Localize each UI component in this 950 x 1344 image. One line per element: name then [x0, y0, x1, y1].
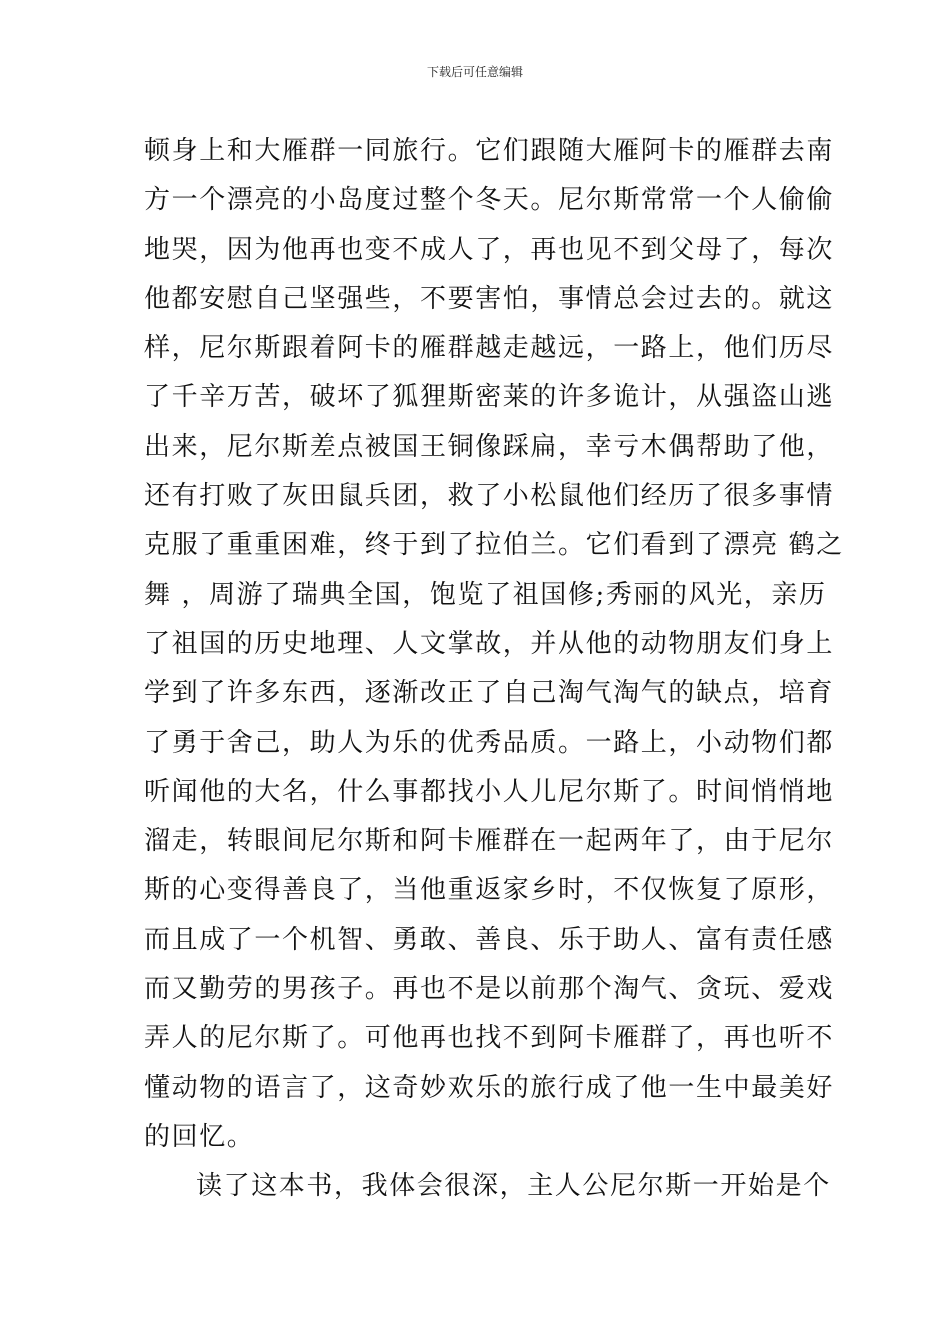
- text-line: 懂动物的语言了，这奇妙欢乐的旅行成了他一生中最美好: [144, 1072, 835, 1103]
- text-line: 了祖国的历史地理、人文掌故，并从他的动物朋友们身上: [144, 628, 835, 659]
- text-line: 斯的心变得善良了，当他重返家乡时，不仅恢复了原形，: [144, 875, 835, 906]
- text-line: 他都安慰自己坚强些，不要害怕，事情总会过去的。就这: [144, 283, 835, 314]
- text-line: 顿身上和大雁群一同旅行。它们跟随大雁阿卡的雁群去南: [144, 136, 835, 166]
- text-line: 方一个漂亮的小岛度过整个冬天。尼尔斯常常一个人偷偷: [144, 185, 835, 216]
- text-line: 听闻他的大名，什么事都找小人儿尼尔斯了。时间悄悄地: [144, 776, 835, 807]
- text-line: 地哭，因为他再也变不成人了，再也见不到父母了，每次: [144, 234, 835, 265]
- page-header: 下载后可任意编辑: [426, 65, 523, 79]
- text-line: 的回忆。: [144, 1121, 255, 1152]
- text-line: 了千辛万苦，破坏了狐狸斯密莱的许多诡计，从强盗山逃: [144, 382, 835, 413]
- text-line: 样，尼尔斯跟着阿卡的雁群越走越远，一路上，他们历尽: [144, 333, 835, 364]
- text-line: 学到了许多东西，逐渐改正了自己淘气淘气的缺点，培育: [144, 678, 835, 709]
- body-text: [144, 127, 844, 1212]
- paragraph-start-line: 读了这本书，我体会很深，主人公尼尔斯一开始是个: [196, 1171, 831, 1202]
- text-line: 弄人的尼尔斯了。可他再也找不到阿卡雁群了，再也听不: [144, 1023, 835, 1054]
- text-line: 出来，尼尔斯差点被国王铜像踩扁，幸亏木偶帮助了他，: [144, 431, 835, 462]
- text-line: 还有打败了灰田鼠兵团，救了小松鼠他们经历了很多事情: [144, 481, 835, 512]
- text-line: 了勇于舍己，助人为乐的优秀品质。一路上，小动物们都: [144, 727, 835, 758]
- text-line: 舞 ，周游了瑞典全国，饱览了祖国修;秀丽的风光，亲历: [144, 579, 827, 610]
- text-line: 而又勤劳的男孩子。再也不是以前那个淘气、贪玩、爱戏: [144, 974, 835, 1005]
- text-line: 而且成了一个机智、勇敢、善良、乐于助人、富有责任感: [144, 924, 835, 955]
- text-line: 克服了重重困难，终于到了拉伯兰。它们看到了漂亮 鹤之: [144, 530, 844, 561]
- text-line: 溜走，转眼间尼尔斯和阿卡雁群在一起两年了，由于尼尔: [144, 826, 835, 857]
